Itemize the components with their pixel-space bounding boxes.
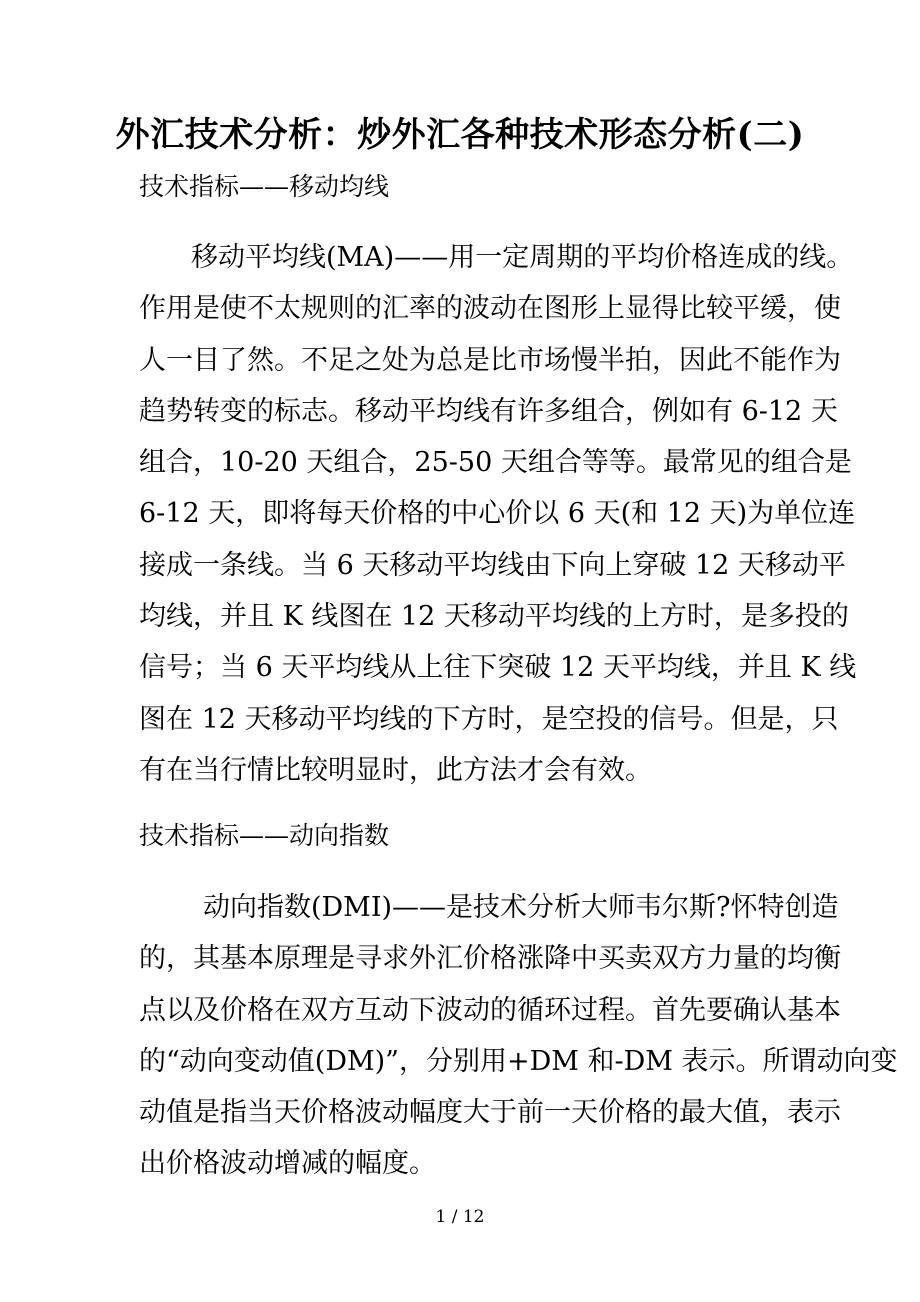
paragraph-line: 趋势转变的标志。移动平均线有许多组合，例如有 6-12 天 <box>139 395 838 427</box>
paragraph-line: 移动平均线(MA)——用一定周期的平均价格连成的线。 <box>191 242 854 273</box>
paragraph-line: 接成一条线。当 6 天移动平均线由下向上穿破 12 天移动平 <box>139 549 846 581</box>
paragraph-line: 人一目了然。不足之处为总是比市场慢半拍，因此不能作为 <box>139 344 841 376</box>
paragraph-line: 图在 12 天移动平均线的下方时，是空投的信号。但是，只 <box>139 703 839 735</box>
paragraph-line: 作用是使不太规则的汇率的波动在图形上显得比较平缓，使 <box>139 293 841 325</box>
paragraph-line: 的，其基本原理是寻求外汇价格涨降中买卖双方力量的均衡 <box>139 943 841 975</box>
page-title: 外汇技术分析：炒外汇各种技术形态分析(二) <box>115 115 805 155</box>
section-heading-dmi: 技术指标——动向指数 <box>139 821 390 850</box>
paragraph-moving-average <box>139 232 857 796</box>
paragraph-line: 的“动向变动值(DM)”，分别用+DM 和-DM 表示。所谓动向变 <box>139 1045 898 1077</box>
paragraph-line: 动值是指当天价格波动幅度大于前一天价格的最大值，表示 <box>139 1097 841 1129</box>
paragraph-line: 均线，并且 K 线图在 12 天移动平均线的上方时，是多投的 <box>139 601 849 633</box>
paragraph-line: 有在当行情比较明显时，此方法才会有效。 <box>139 754 652 786</box>
paragraph-line: 6-12 天，即将每天价格的中心价以 6 天(和 12 天)为单位连 <box>139 498 856 530</box>
paragraph-dmi <box>139 882 898 1190</box>
paragraph-line: 信号；当 6 天平均线从上往下突破 12 天平均线，并且 K 线 <box>139 652 857 684</box>
section-heading-moving-average: 技术指标——移动均线 <box>139 172 390 201</box>
paragraph-line: 动向指数(DMI)——是技术分析大师韦尔斯?怀特创造 <box>203 892 839 923</box>
paragraph-line: 出价格波动增减的幅度。 <box>139 1148 436 1180</box>
paragraph-line: 点以及价格在双方互动下波动的循环过程。首先要确认基本 <box>139 994 841 1026</box>
paragraph-line: 组合，10-20 天组合，25-50 天组合等等。最常见的组合是 <box>139 447 852 479</box>
page-number: 1 / 12 <box>435 1207 485 1227</box>
